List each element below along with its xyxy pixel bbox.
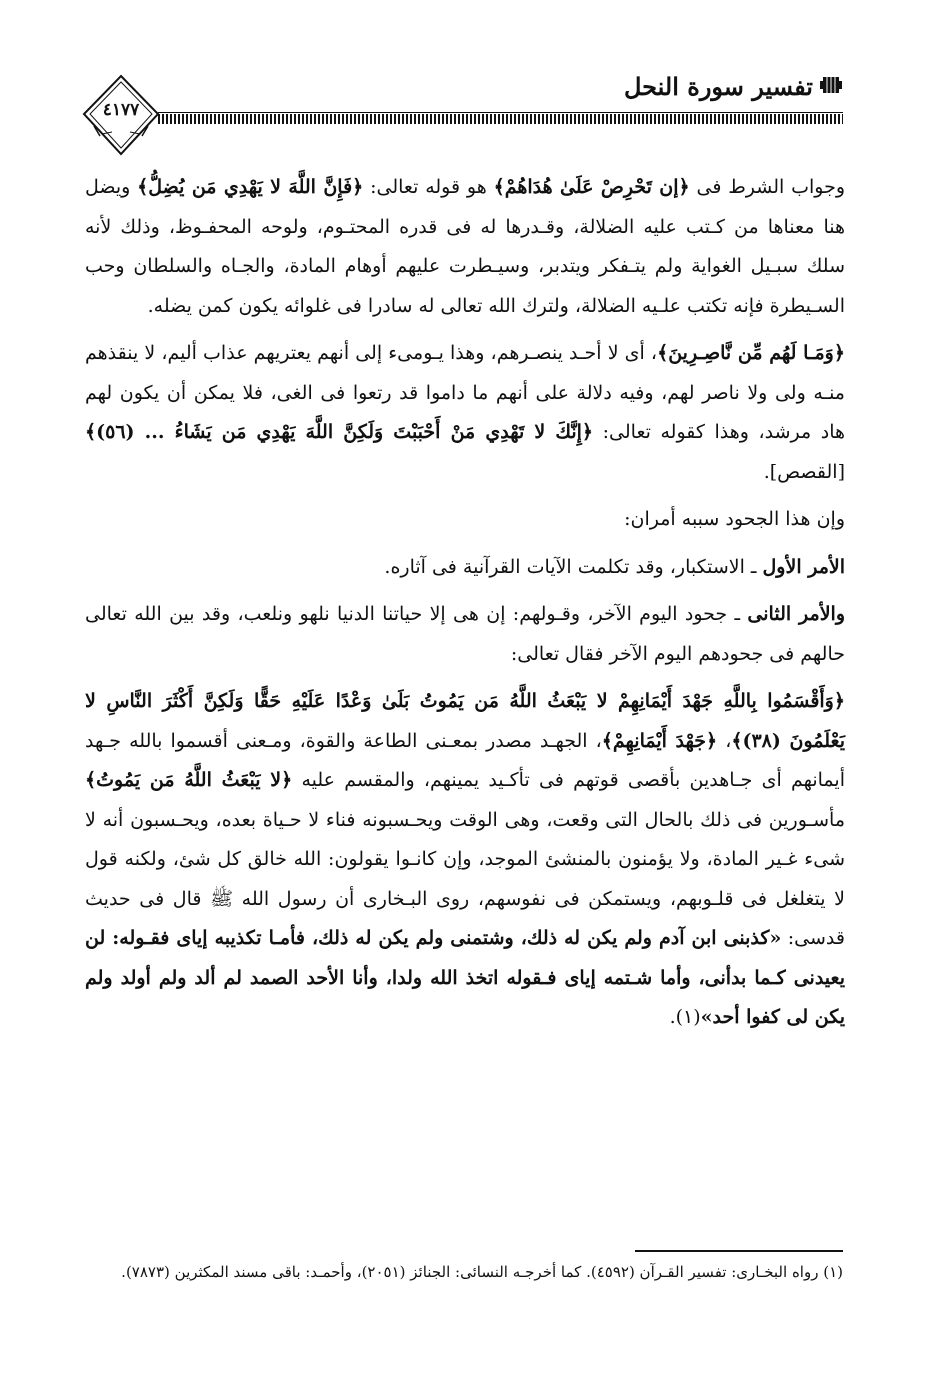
header-ornament-icon <box>819 74 843 96</box>
text-segment: وجواب الشرط فى <box>689 176 846 198</box>
quran-verse: ﴿وَمَـا لَهُم مِّن نَّاصِـرِينَ﴾ <box>657 342 845 364</box>
text-segment: ويضل هنا معناها من كـتب عليه الضلالة، وقـدرها له فى قدره المحتـوم، ولوحه المحفـوظ، وذلك لأنه سلك سبـيل الغواية ولم يتـفكر ويتدبر، وسيـطرت عليهم أوهام المادة، والجـاه والسلطان وحب السـيطرة فإنه تكتب علـيه الضلالة، ولترك الله تعالى له سادرا فى غلوائه يكون كمن يضله. <box>85 176 845 317</box>
bold-text: والأمر الثانى <box>747 603 845 625</box>
paragraph <box>85 500 845 540</box>
body-text <box>85 168 845 1046</box>
text-segment: ، <box>717 729 732 752</box>
text-segment: مأسـورين فى ذلك بالحال التى وقعت، وهى الوقت ويحـسبونه فناء لا حـياة بعده، ويحـسبون أنه لا شىء غـير المادة، ولا يؤمنون بالمنشئ الموجد، وإن كانـوا يقولون: الله خالق كل شئ، ولكنه قول لا يتغلغل فى قلـوبهم، ويستمكن فى نفوسهم، روى البـخارى أن رسول الله ﷺ قال فى حديث قدسى: <box>85 808 845 949</box>
text-segment: هو قوله تعالى: <box>363 176 494 198</box>
footnote-separator <box>635 1250 843 1252</box>
text-segment: ـ جحود اليوم الآخر، وقـولهم: إن هى إلا حياتنا الدنيا نلهو ونلعب، وقد بين الله تعالى حالهم فى جحودهم اليوم الآخر فقال تعالى: <box>85 603 845 665</box>
text-segment: ـ الاستكبار، وقد تكلمت الآيات القرآنية فى آثاره. <box>384 555 763 578</box>
running-header-title: تفسير سورة النحل <box>624 72 813 101</box>
header-hatched-rule <box>158 114 843 124</box>
quran-verse: ﴿جَهْدَ أَيْمَانِهِمْ﴾ <box>601 729 718 752</box>
footnote: (١) رواه البخـارى: تفسير القـرآن (٤٥٩٢). كما أخرجـه النسائى: الجنائز (٢٠٥١)، وأحمـد: باقى مسند المكثرين (٧٨٧٣). <box>121 1263 843 1281</box>
page-number: ٤١٧٧ <box>102 100 140 120</box>
text-segment: ، الجهـد مصدر بمعـنى الطاعة والقوة، ومـعنى أقسموا بالله جـهد أيمانهم أى جـاهدين بأقصى قوتهم فى تأكـيد يمينهم، والمقسم عليه <box>85 729 845 791</box>
text-segment: ، أى لا أحـد ينصـرهم، وهذا يـومىء إلى أنهم يعتريهم عذاب أليم، لا ينقذهم منـه ولى ولا ناصر لهم، وفيه دلالة على أنهم ما داموا قد رتعوا فى الغى، فلا يمكن أن يكون لهم هاد مرشد، وهذا كقوله تعالى: <box>85 342 846 443</box>
paragraph <box>85 168 845 326</box>
text-segment: وإن هذا الجحود سببه أمران: <box>624 508 845 530</box>
bold-text: «كذبنى ابن آدم ولم يكن له ذلك، وشتمنى ولم يكن له ذلك، فأمـا تكذيبه إياى فقـوله: لن يعيدنى كـما بدأنى، وأما شـتمه إياى فـقوله اتخذ الله ولدا، وأنا الأحد الصمد لم ألد ولم أولد ولم يكن لى كفوا أحد» <box>85 927 845 1028</box>
quran-verse: ﴿إن تَحْرِصْ عَلَىٰ هُدَاهُمْ﴾ <box>493 176 690 198</box>
paragraph <box>85 595 845 674</box>
paragraph <box>85 548 845 588</box>
bold-text: الأمر الأول <box>762 555 845 578</box>
quran-verse: ﴿لا يَبْعَثُ اللَّهُ مَن يَمُوتُ﴾ <box>85 769 293 791</box>
quran-verse: ﴿وَأَقْسَمُوا بِاللَّهِ جَهْدَ أَيْمَانِهِمْ لا يَبْعَثُ اللَّهُ مَن يَمُوتُ بَلَىٰ وَعْدًا عَلَيْهِ حَقًّا وَلَكِنَّ أَكْثَرَ النَّاسِ لا يَعْلَمُونَ (٣٨)﴾ <box>85 690 846 752</box>
header-rule-line <box>158 112 843 113</box>
quran-verse: ﴿فَإِنَّ اللَّهَ لا يَهْدِي مَن يُضِلُّ﴾ <box>137 176 364 198</box>
quran-verse: ﴿إِنَّكَ لا تَهْدِي مَنْ أَحْبَبْتَ وَلَكِنَّ اللَّهَ يَهْدِي مَن يَشَاءُ ... (٥٦)﴾ <box>85 421 594 443</box>
paragraph <box>85 682 845 1038</box>
footnotes <box>82 1258 843 1286</box>
paragraph <box>85 334 845 492</box>
text-segment: (١). <box>669 1006 701 1028</box>
text-segment: [القصص]. <box>763 460 845 483</box>
